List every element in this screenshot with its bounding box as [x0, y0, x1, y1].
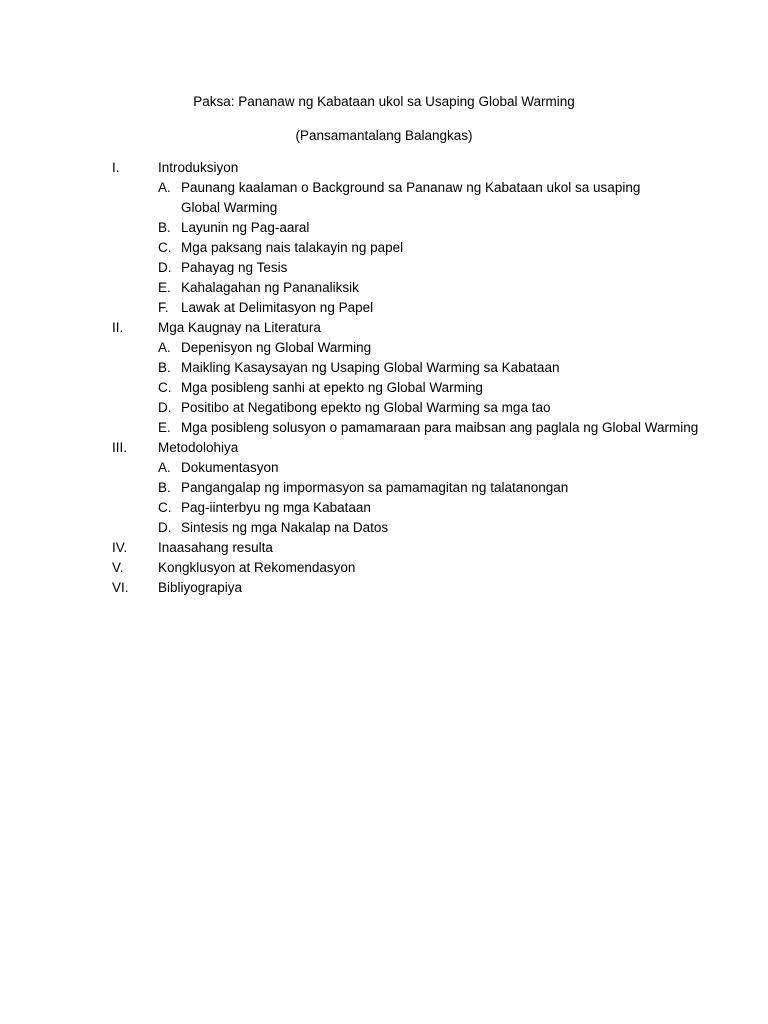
section-numeral: IV.	[112, 540, 128, 555]
subsection-text: Lawak at Delimitasyon ng Papel	[181, 300, 374, 315]
section-label: Mga Kaugnay na Literatura	[158, 320, 321, 335]
subsection-letter: A.	[158, 460, 171, 475]
section-label: Inaasahang resulta	[158, 540, 273, 555]
section-heading	[0, 438, 768, 458]
section-numeral: II.	[112, 320, 124, 335]
outline-section	[0, 318, 768, 438]
subsection-item	[0, 278, 768, 298]
subsection-letter: D.	[158, 400, 172, 415]
subsection-text: Pag-iinterbyu ng mga Kabataan	[181, 500, 371, 515]
subsection-text: Mga paksang nais talakayin ng papel	[181, 240, 404, 255]
subsection-text: Dokumentasyon	[181, 460, 279, 475]
subsection-text: Sintesis ng mga Nakalap na Datos	[181, 520, 389, 535]
section-numeral: III.	[112, 440, 128, 455]
subsection-item	[0, 358, 768, 378]
subsection-list	[0, 178, 768, 318]
subsection-text: Maikling Kasaysayan ng Usaping Global Warming sa Kabataan	[181, 360, 560, 375]
section-heading	[0, 558, 768, 578]
section-heading	[0, 158, 768, 178]
subsection-item	[0, 398, 768, 418]
subsection-letter: E.	[158, 420, 171, 435]
section-label: Metodolohiya	[158, 440, 239, 455]
subsection-text: Positibo at Negatibong epekto ng Global Warming sa mga tao	[181, 400, 551, 415]
subsection-letter: D.	[158, 520, 172, 535]
document-subtitle: (Pansamantalang Balangkas)	[295, 128, 473, 143]
outline-section	[0, 578, 768, 598]
subsection-item	[0, 258, 768, 278]
subsection-item	[0, 298, 768, 318]
section-numeral: V.	[112, 560, 124, 575]
subsection-text: Depenisyon ng Global Warming	[181, 340, 372, 355]
subsection-letter: A.	[158, 340, 171, 355]
subsection-item	[0, 238, 768, 258]
subsection-letter: B.	[158, 360, 171, 375]
outline-section	[0, 158, 768, 318]
section-label: Kongklusyon at Rekomendasyon	[158, 560, 356, 575]
document-title: Paksa: Pananaw ng Kabataan ukol sa Usaping Global Warming	[193, 94, 575, 109]
subsection-letter: C.	[158, 500, 172, 515]
subsection-item	[0, 458, 768, 478]
subsection-list	[0, 338, 768, 438]
subsection-letter: B.	[158, 220, 171, 235]
subsection-text: Kahalagahan ng Pananaliksik	[181, 280, 359, 295]
subsection-text: Mga posibleng solusyon o pamamaraan para maibsan ang paglala ng Global Warming	[181, 420, 699, 435]
subsection-text: Mga posibleng sanhi at epekto ng Global Warming	[181, 380, 483, 395]
subsection-letter: A.	[158, 180, 171, 195]
subsection-letter: D.	[158, 260, 172, 275]
subsection-list	[0, 458, 768, 538]
outline-section	[0, 538, 768, 558]
section-label: Introduksiyon	[158, 160, 239, 175]
subsection-text: Layunin ng Pag-aaral	[181, 220, 310, 235]
subsection-letter: C.	[158, 240, 172, 255]
subsection-text: Paunang kaalaman o Background sa Pananaw ng Kabataan ukol sa usaping Global Warming	[181, 180, 641, 215]
subsection-text: Pangangalap ng impormasyon sa pamamagitan ng talatanongan	[181, 480, 569, 495]
subsection-letter: E.	[158, 280, 171, 295]
section-heading	[0, 538, 768, 558]
subsection-item	[0, 378, 768, 398]
subsection-item	[0, 418, 768, 438]
subsection-item	[0, 218, 768, 238]
outline-list	[0, 158, 768, 598]
subsection-item	[0, 498, 768, 518]
subsection-item	[0, 478, 768, 498]
outline-section	[0, 438, 768, 538]
section-numeral: I.	[112, 160, 120, 175]
section-label: Bibliyograpiya	[158, 580, 243, 595]
subsection-item	[0, 178, 768, 218]
subsection-item	[0, 518, 768, 538]
subsection-item	[0, 338, 768, 358]
section-heading	[0, 578, 768, 598]
section-numeral: VI.	[112, 580, 129, 595]
subsection-letter: C.	[158, 380, 172, 395]
section-heading	[0, 318, 768, 338]
subsection-letter: F.	[158, 300, 169, 315]
subsection-text: Pahayag ng Tesis	[181, 260, 288, 275]
subsection-letter: B.	[158, 480, 171, 495]
outline-section	[0, 558, 768, 578]
